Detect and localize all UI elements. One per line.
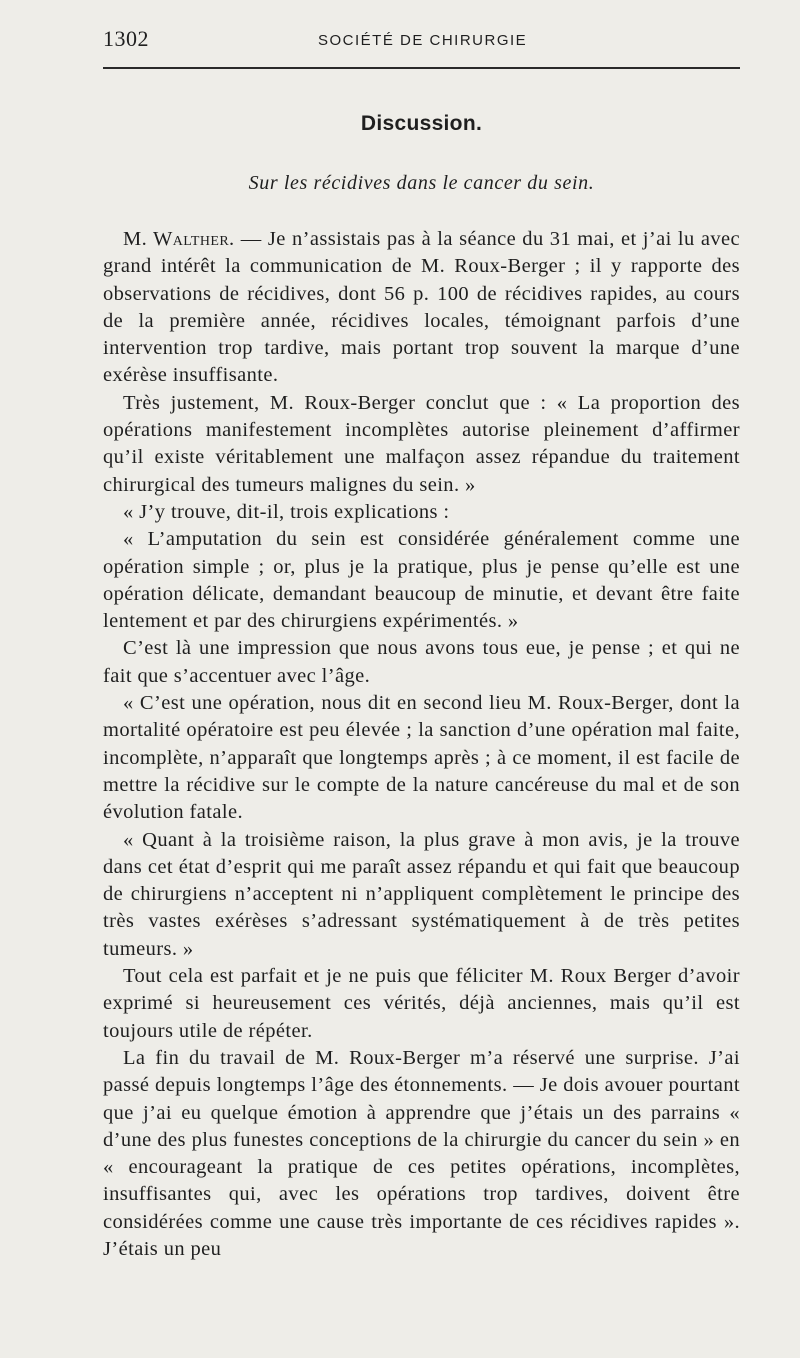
paragraph: C’est là une impression que nous avons tous eue, je pense ; et qui ne fait que s’accentuer avec l’âge. xyxy=(103,637,740,687)
section-subheading: Sur les récidives dans le cancer du sein. xyxy=(248,172,595,194)
paragraph xyxy=(103,226,740,390)
section-heading: Discussion. xyxy=(360,112,483,135)
header-rule xyxy=(103,67,740,69)
running-title: SOCIÉTÉ DE CHIRURGIE xyxy=(318,32,528,49)
speaker-name: M. Walther. xyxy=(123,228,235,250)
page-number: 1302 xyxy=(103,26,149,51)
paragraph: « Quant à la troisième raison, la plus grave à mon avis, je la trouve dans cet état d’esprit qui me paraît assez répandu et qui fait que beaucoup de chirurgiens n’acceptent ni n’appliquent complètement le principe des très vastes exérèses s’adressant systématiquement à de très petites tumeurs. » xyxy=(103,828,740,960)
paragraph: « J’y trouve, dit-il, trois explications : xyxy=(123,500,450,523)
paragraph: Très justement, M. Roux-Berger conclut que : « La proportion des opérations manifestement incomplètes autorise pleinement d’affirmer qu’il existe véritablement une malfaçon assez répandue du traitement chirurgical des tumeurs malignes du sein. » xyxy=(103,391,740,496)
body-text xyxy=(103,226,740,1263)
paragraph: La fin du travail de M. Roux-Berger m’a réservé une surprise. J’ai passé depuis longtemps l’âge des étonnements. — Je dois avouer pourtant que j’ai eu quelque émotion à apprendre que j’étais un des parrains « d’une des plus funestes conceptions de la chirurgie du cancer du sein » en « encourageant la pratique de ces petites opérations, incomplètes, insuffisantes qui, avec les opérations trop tardives, doivent être considérées comme une cause très importante de ces récidives rapides ». J’étais un peu xyxy=(103,1046,740,1260)
paragraph: « L’amputation du sein est considérée généralement comme une opération simple ; or, plus je la pratique, plus je pense qu’elle est une opération délicate, demandant beaucoup de minutie, et devant être faite lentement et par des chirurgiens expérimentés. » xyxy=(103,528,740,633)
paragraph: Tout cela est parfait et je ne puis que féliciter M. Roux Berger d’avoir exprimé si heureusement ces vérités, déjà anciennes, mais qu’il est toujours utile de répéter. xyxy=(103,965,740,1042)
paragraph: « C’est une opération, nous dit en second lieu M. Roux-Berger, dont la mortalité opératoire est peu élevée ; la sanction d’une opération mal faite, incomplète, n’apparaît que longtemps après ; à ce moment, il est facile de mettre la récidive sur le compte de la nature cancéreuse du mal et de son évolution fatale. xyxy=(103,692,740,824)
paragraph-text: — Je n’assistais pas à la séance du 31 mai, et j’ai lu avec grand intérêt la communication de M. Roux-Berger ; il y rapporte des observations de récidives, dont 56 p. 100 de récidives rapides, au cours de la première année, récidives locales, témoignant parfois d’une intervention trop tardive, mais portant trop souvent la marque d’une exérèse insuffisante. xyxy=(103,228,740,387)
page-header xyxy=(103,22,743,52)
